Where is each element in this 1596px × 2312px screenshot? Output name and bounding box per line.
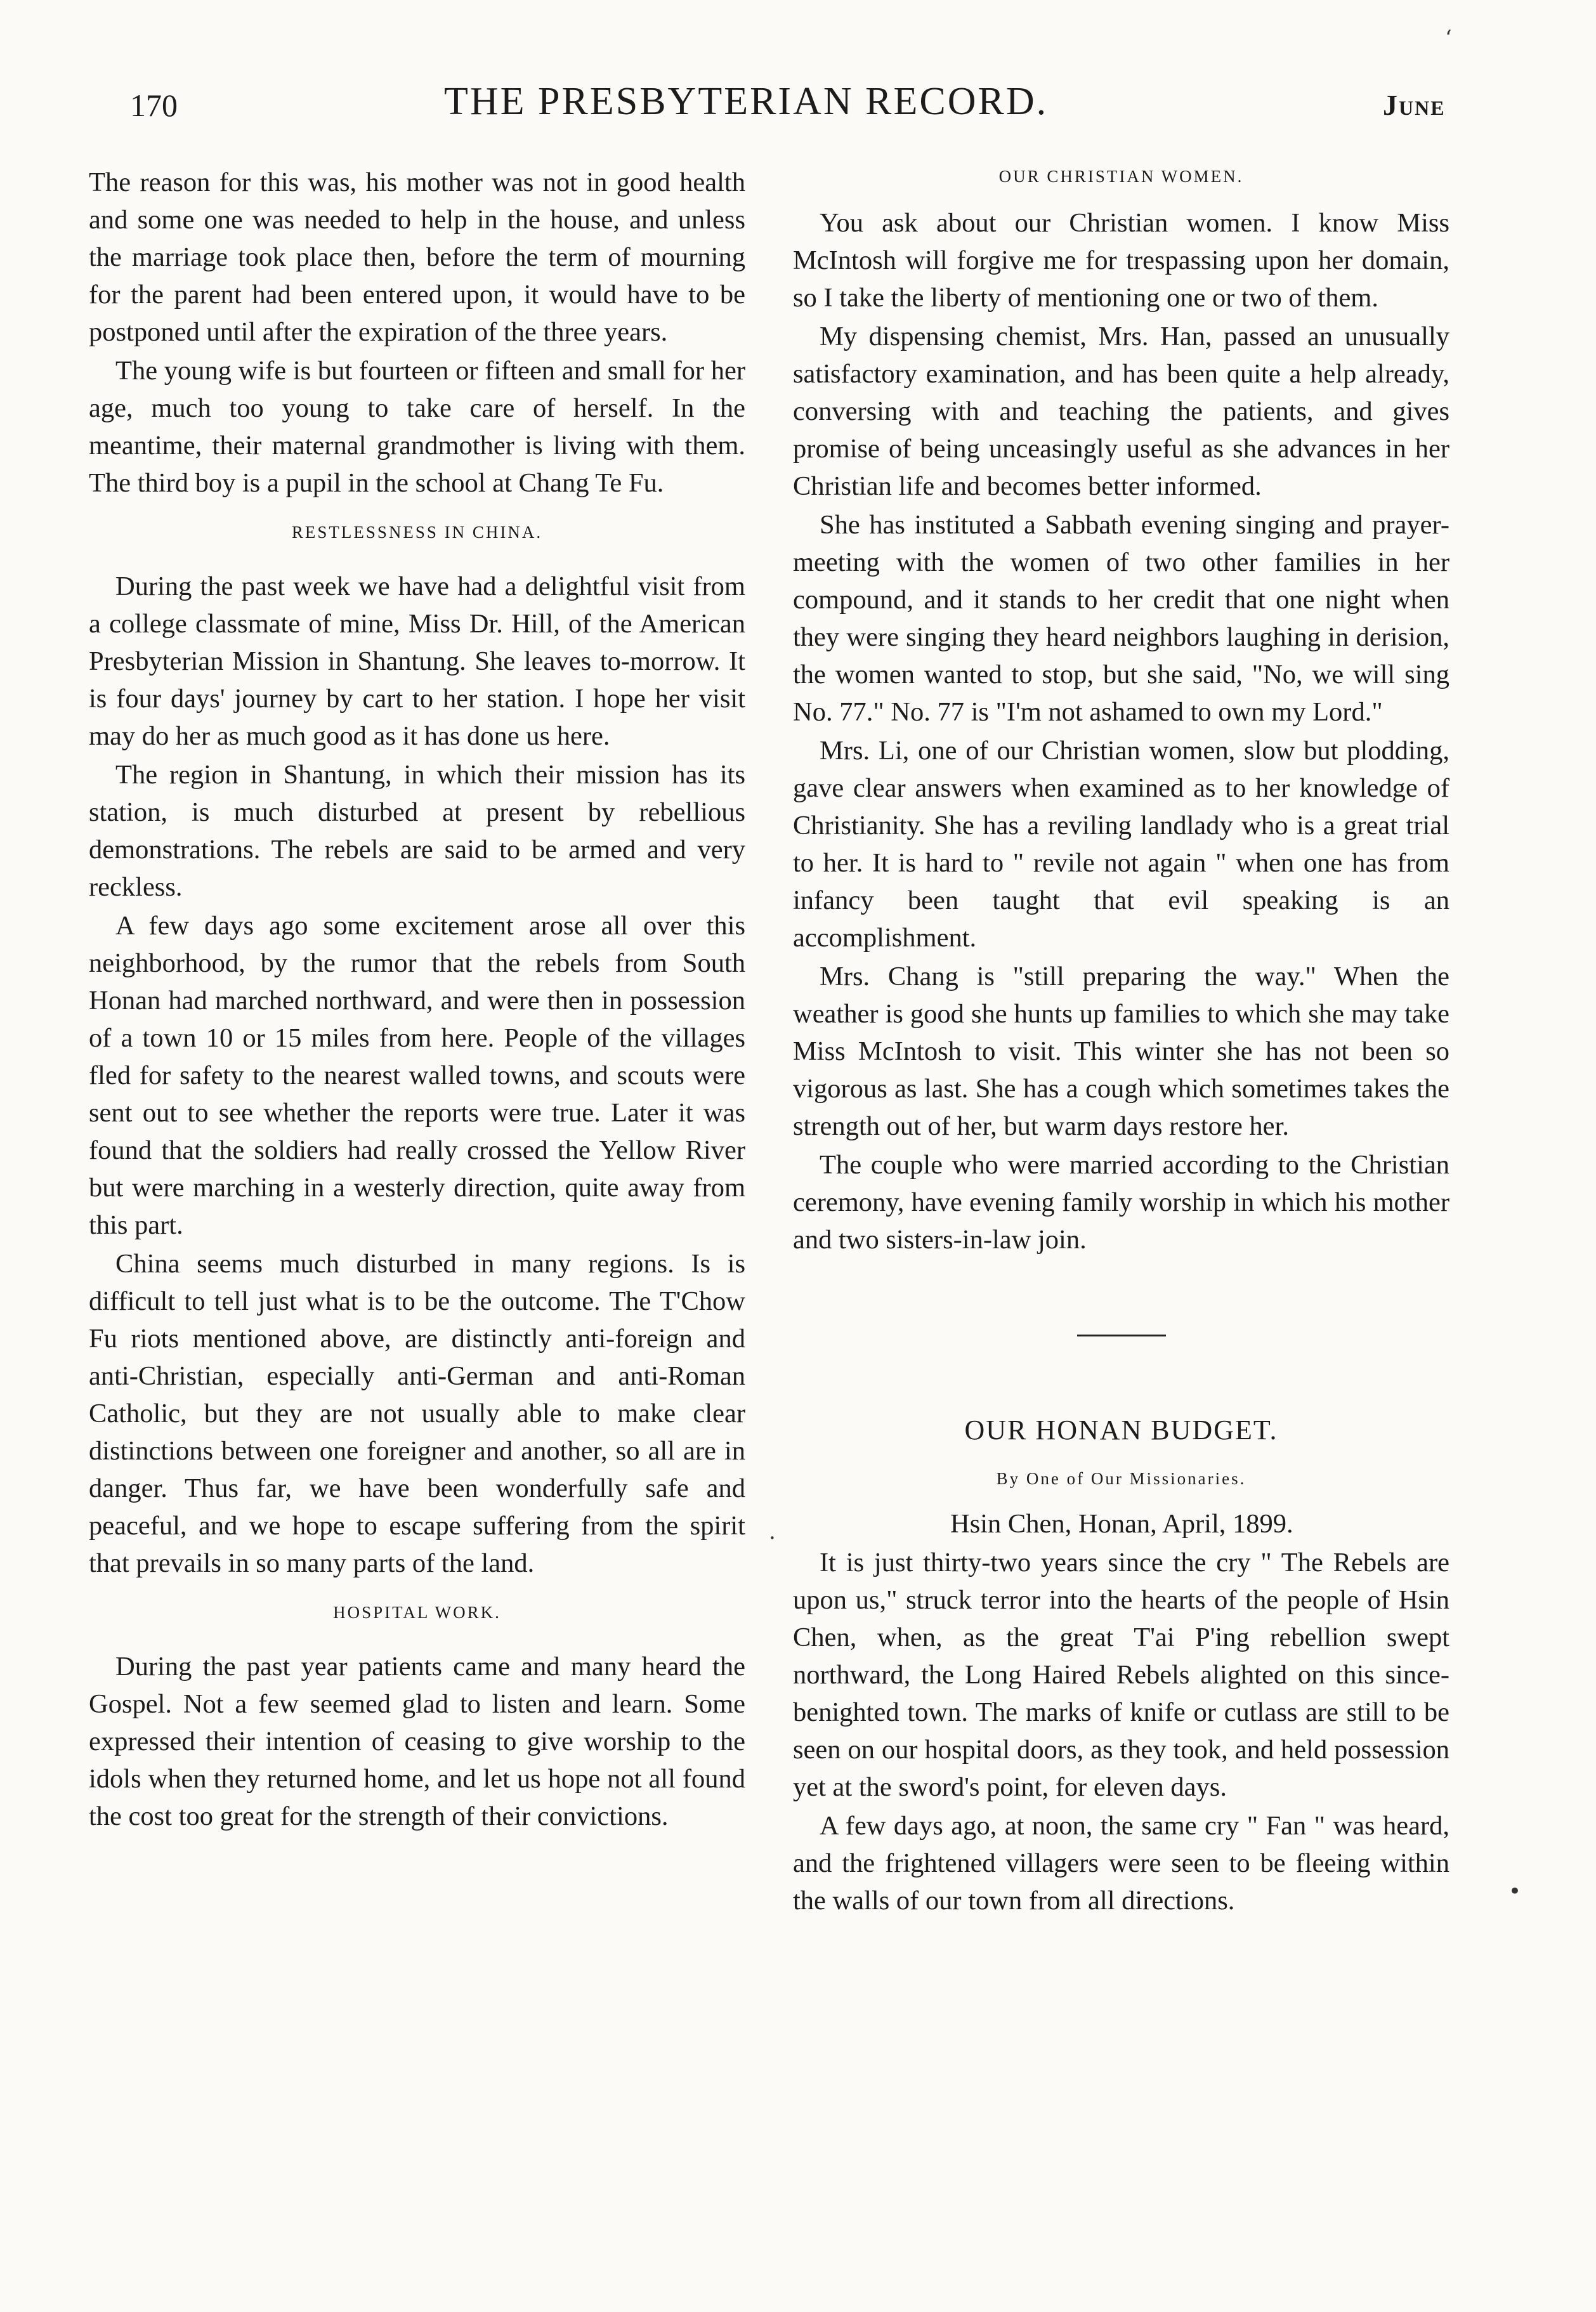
article-byline: By One of Our Missionaries.: [996, 1469, 1246, 1488]
page-number: 170: [130, 88, 178, 123]
issue-month: June: [1383, 89, 1446, 121]
paragraph: A few days ago, at noon, the same cry " Fan " was heard, and the frightened villagers were seen to be fleeing within the walls of our town from all directions.: [793, 1811, 1449, 1916]
paragraph: Mrs. Chang is "still preparing the way." When the weather is good she hunts up families to which she may take Miss McIntosh to visit. This winter she has not been so vigorous as last. She has a cough which sometimes takes the strength out of her, but warm days restore her.: [793, 962, 1449, 1141]
paragraph: She has instituted a Sabbath evening singing and prayer-meeting with the women of two other families in her compound, and it stands to her credit that one night when they were singing they heard neighbors laughing in derision, the women wanted to stop, but she said, "No, we will sing No. 77." No. 77 is "I'm not ashamed to own my Lord.": [793, 510, 1449, 727]
left-column: [89, 164, 745, 1836]
margin-dot-right: •: [1508, 1879, 1522, 1904]
section-heading-restlessness: RESTLESSNESS IN CHINA.: [291, 523, 543, 542]
paragraph: The reason for this was, his mother was not in good health and some one was needed to help in the house, and unless the marriage took place then, before the term of mourning for the parent had been entered upon, it would have to be postponed until after the expiration of the three years.: [89, 167, 745, 347]
paragraph: The couple who were married according to the Christian ceremony, have evening family worship in which his mother and two sisters-in-law join.: [793, 1150, 1449, 1255]
journal-title: THE PRESBYTERIAN RECORD.: [444, 80, 1049, 123]
paragraph: The region in Shantung, in which their mission has its station, is much disturbed at present by rebellious demonstrations. The rebels are said to be armed and very reckless.: [89, 760, 745, 902]
paragraph: China seems much disturbed in many regions. Is is difficult to tell just what is to be the outcome. The T'Chow Fu riots mentioned above, are distinctly anti-foreign and anti-Christian, especially anti-German and anti-Roman Catholic, but they are not usually able to make clear distinctions between one foreigner and another, so all are in danger. Thus far, we have been wonderfully safe and peaceful, and we hope to escape suffering from the spirit that prevails in so many parts of the land.: [89, 1249, 745, 1578]
paragraph: A few days ago some excitement arose all over this neighborhood, by the rumor that the rebels from South Honan had marched northward, and were then in possession of a town 10 or 15 miles from here. People of the villages fled for safety to the nearest walled towns, and scouts were sent out to see whether the reports were true. Later it was found that the soldiers had really crossed the Yellow River but were marching in a westerly direction, quite away from this part.: [89, 911, 745, 1240]
paragraph: The young wife is but fourteen or fifteen and small for her age, much too young to take care of herself. In the meantime, their maternal grandmother is living with them. The third boy is a pupil in the school at Chang Te Fu.: [89, 356, 745, 498]
paragraph: You ask about our Christian women. I know Miss McIntosh will forgive me for trespassing upon her domain, so I take the liberty of mentioning one or two of them.: [793, 208, 1449, 313]
page-header: [0, 79, 1596, 149]
margin-dot-left: .: [769, 1519, 776, 1545]
article-dateline: Hsin Chen, Honan, April, 1899.: [950, 1509, 1293, 1539]
section-heading-hospital: HOSPITAL WORK.: [333, 1603, 501, 1622]
margin-mark-top: ‘: [1445, 25, 1452, 51]
section-heading-women: OUR CHRISTIAN WOMEN.: [998, 167, 1244, 186]
paragraph: During the past week we have had a delightful visit from a college classmate of mine, Miss Dr. Hill, of the American Presbyterian Mission in Shantung. She leaves to-morrow. It is four days' journey by cart to her station. I hope her visit may do her as much good as it has done us here.: [89, 571, 745, 751]
paragraph: During the past year patients came and many heard the Gospel. Not a few seemed glad to listen and learn. Some expressed their intention of ceasing to give worship to the idols when they returned home, and let us hope not all found the cost too great for the strength of their convictions.: [89, 1652, 745, 1831]
right-column: [793, 164, 1449, 1921]
paragraph: My dispensing chemist, Mrs. Han, passed an unusually satisfactory examination, and has been quite a help already, conversing with and teaching the patients, and gives promise of being unceasingly useful as she advances in her Christian life and becomes better informed.: [793, 322, 1449, 501]
article-divider: [1077, 1335, 1166, 1336]
paragraph: It is just thirty-two years since the cry " The Rebels are upon us," struck terror into the hearts of the people of Hsin Chen, when, as the great T'ai P'ing rebellion swept northward, the Long Haired Rebels alighted on this since-benighted town. The marks of knife or cutlass are still to be seen on our hospital doors, as they took, and held possession yet at the sword's point, for eleven days.: [793, 1548, 1449, 1802]
article-title: OUR HONAN BUDGET.: [964, 1414, 1278, 1446]
paragraph: Mrs. Li, one of our Christian women, slow but plodding, gave clear answers when examined as to her knowledge of Christianity. She has a reviling landlady who is a great trial to her. It is hard to " revile not again " when one has from infancy been taught that evil speaking is an accomplishment.: [793, 736, 1449, 953]
